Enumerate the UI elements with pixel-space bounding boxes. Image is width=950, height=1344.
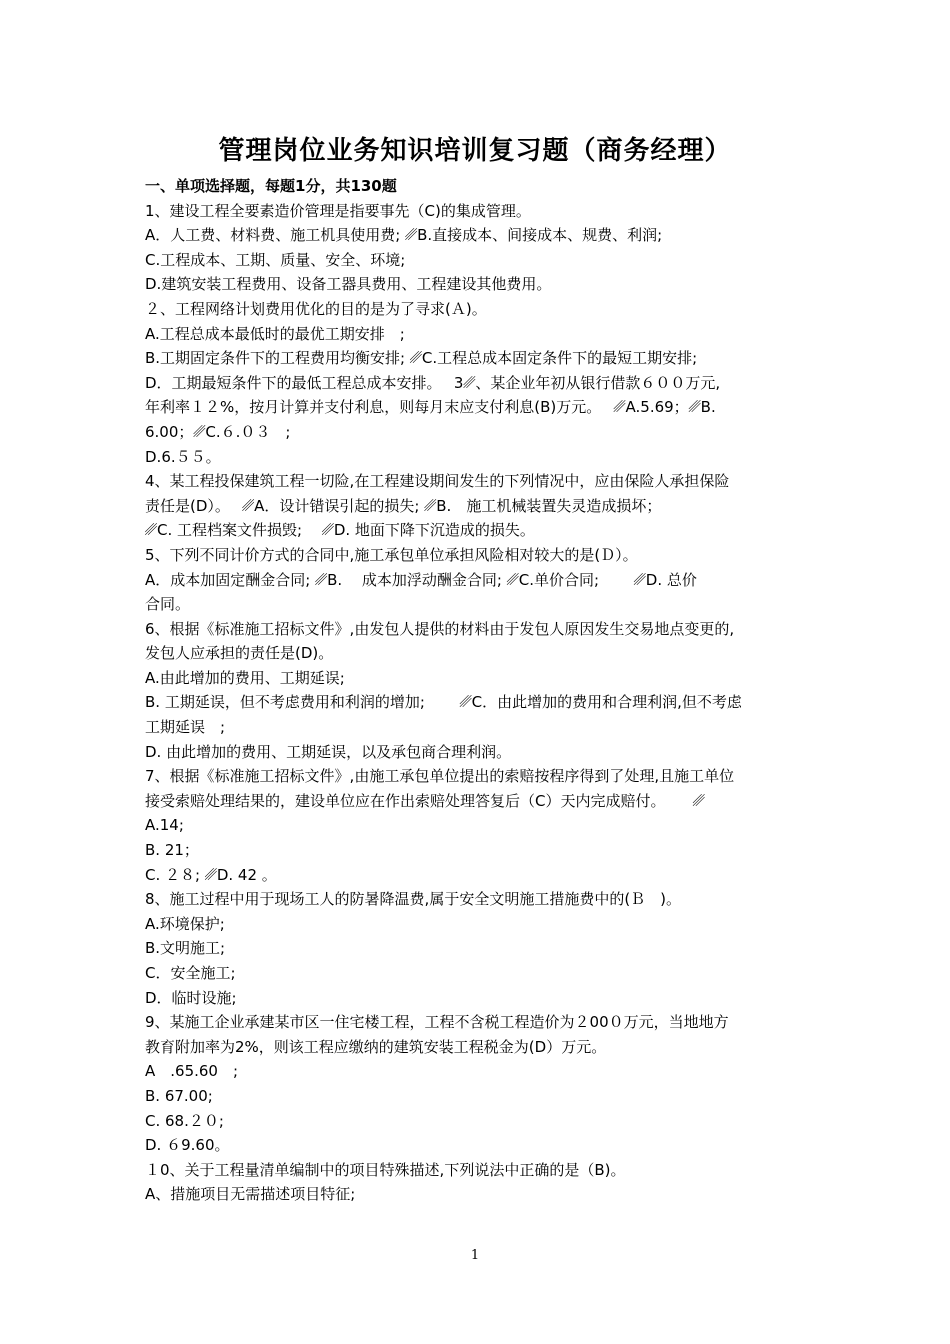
text-line: D.建筑安装工程费用、设备工器具费用、工程建设其他费用。	[145, 275, 552, 294]
document-body	[145, 174, 815, 1207]
text-line: D. ６9.60。	[145, 1136, 230, 1155]
text-line: 7、根据《标准施工招标文件》,由施工承包单位提出的索赔按程序得到了处理,且施工单位	[145, 767, 735, 786]
text-line: D.6.５５。	[145, 447, 221, 466]
text-line: A．人工费、材料费、施工机具使用费; ␥B.直接成本、间接成本、规费、利润;	[145, 226, 663, 245]
text-line: 合同。	[145, 595, 191, 614]
text-line: 9、某施工企业承建某市区一住宅楼工程，工程不含税工程造价为２00０万元，当地地方	[145, 1013, 729, 1032]
text-line: C. ２８; ␥D. 42 。	[145, 865, 277, 884]
text-line: 4、某工程投保建筑工程一切险,在工程建设期间发生的下列情况中，应由保险人承担保险	[145, 472, 730, 491]
text-line: A .65.60 ;	[145, 1062, 239, 1081]
text-line: １0、关于工程量清单编制中的项目特殊描述,下列说法中正确的是（B)。	[145, 1160, 626, 1179]
text-line: 工期延误 ;	[145, 718, 226, 737]
text-line: 8、施工过程中用于现场工人的防暑降温费,属于安全文明施工措施费中的(Ｂ )。	[145, 890, 682, 909]
text-line: D．临时设施;	[145, 988, 237, 1007]
text-line: 5、下列不同计价方式的合同中,施工承包单位承担风险相对较大的是(Ｄ）。	[145, 545, 638, 564]
text-line: C.工程成本、工期、质量、安全、环境;	[145, 250, 406, 269]
text-line: A.工程总成本最低时的最优工期安排 ;	[145, 324, 405, 343]
text-line: C. 68.２０;	[145, 1111, 224, 1130]
text-line: D．工期最短条件下的最低工程总成本安排。 3␥、某企业年初从银行借款６００万元,	[145, 373, 721, 392]
text-line: 6.00；␥C.６.０３ ;	[145, 422, 291, 441]
page-number: 1	[470, 1248, 480, 1263]
text-line: A、措施项目无需描述项目特征;	[145, 1185, 356, 1204]
text-line: B. 21；	[145, 841, 199, 860]
text-line: C．安全施工;	[145, 964, 236, 982]
text-line: B.文明施工;	[145, 939, 226, 958]
text-line: ２、工程网络计划费用优化的目的是为了寻求(Ａ)。	[145, 299, 487, 318]
text-line: 1、建设工程全要素造价管理是指要事先（C)的集成管理。	[145, 201, 531, 220]
text-line: 教育附加率为2%，则该工程应缴纳的建筑安装工程税金为(D）万元。	[145, 1037, 607, 1056]
text-line: 发包人应承担的责任是(D)。	[145, 644, 334, 663]
text-line: 年利率１２%，按月计算并支付利息，则每月末应支付利息(B)万元。 ␥A.5.69；␥B.	[145, 398, 716, 417]
text-line: B. 67.00;	[145, 1086, 213, 1105]
text-line: ␥C. 工程档案文件损毁; ␥D. 地面下降下沉造成的损失。	[145, 521, 535, 540]
text-line: A.14;	[145, 816, 184, 835]
text-line: B. 工期延误，但不考虑费用和利润的增加; ␥C．由此增加的费用和合理利润,但不考虑	[145, 693, 742, 712]
text-line: A.环境保护;	[145, 914, 225, 933]
section-heading: 一、单项选择题，每题1分，共130题	[145, 177, 397, 195]
text-line: D. 由此增加的费用、工期延误，以及承包商合理利润。	[145, 742, 512, 761]
document-title: 管理岗位业务知识培训复习题（商务经理）	[218, 136, 732, 166]
text-line: 接受索赔处理结果的，建设单位应在作出索赔处理答复后（C）天内完成赔付。 ␥	[145, 791, 705, 810]
text-line: 6、根据《标准施工招标文件》,由发包人提供的材料由于发包人原因发生交易地点变更的,	[145, 619, 735, 638]
text-line: 责任是(D）。 ␥A．设计错误引起的损失; ␥B. 施工机械装置失灵造成损坏；	[145, 496, 662, 515]
text-line: A．成本加固定酬金合同; ␥B. 成本加浮动酬金合同; ␥C.单价合同; ␥D. 总价	[145, 570, 697, 589]
text-line: A.由此增加的费用、工期延误;	[145, 668, 345, 687]
text-line: B.工期固定条件下的工程费用均衡安排; ␥C.工程总成本固定条件下的最短工期安排;	[145, 349, 698, 368]
